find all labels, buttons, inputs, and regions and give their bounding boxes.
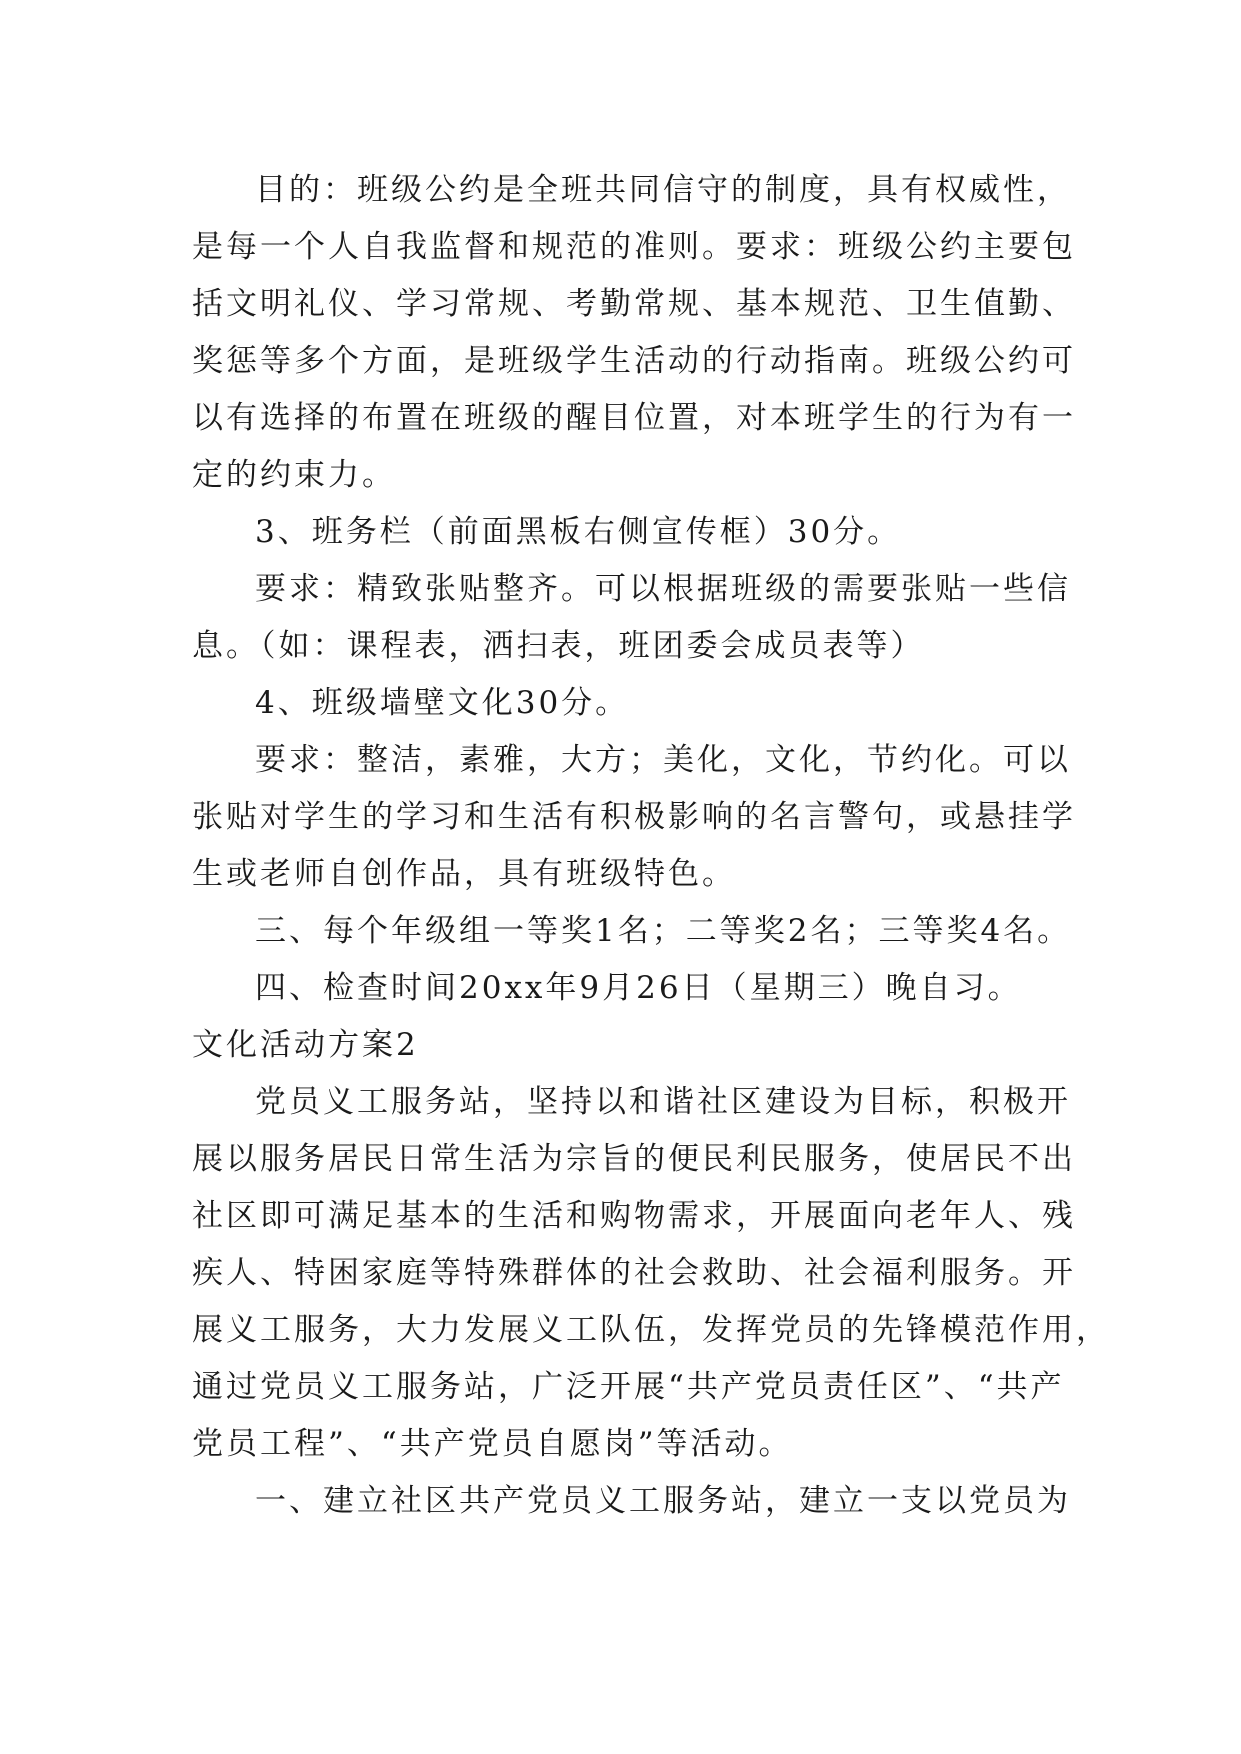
paragraph-purpose-line-6: 定的约束力。 — [192, 457, 396, 493]
paragraph-volunteer-line-6: 通过党员义工服务站，广泛开展“共产党员责任区”、“共产 — [192, 1369, 1065, 1405]
awards-line: 三、每个年级组一等奖1名；二等奖2名；三等奖4名。 — [255, 913, 1072, 949]
item-3-heading: 3、班务栏（前面黑板右侧宣传框）30分。 — [255, 514, 902, 550]
paragraph-volunteer-line-1: 党员义工服务站，坚持以和谐社区建设为目标，积极开 — [255, 1084, 1071, 1120]
paragraph-purpose-line-3: 括文明礼仪、学习常规、考勤常规、基本规范、卫生值勤、 — [192, 286, 1076, 322]
item-4-requirement-line-2: 张贴对学生的学习和生活有积极影响的名言警句，或悬挂学 — [192, 799, 1076, 835]
paragraph-volunteer-line-7: 党员工程”、“共产党员自愿岗”等活动。 — [192, 1426, 793, 1462]
paragraph-purpose-line-2: 是每一个人自我监督和规范的准则。要求：班级公约主要包 — [192, 229, 1076, 265]
item-4-requirement-line-3: 生或老师自创作品，具有班级特色。 — [192, 856, 736, 892]
item-4-requirement-line-1: 要求：整洁，素雅，大方；美化，文化，节约化。可以 — [255, 742, 1071, 778]
section-title-plan-2: 文化活动方案2 — [192, 1027, 419, 1063]
paragraph-volunteer-line-3: 社区即可满足基本的生活和购物需求，开展面向老年人、残 — [192, 1198, 1076, 1234]
paragraph-purpose-line-1: 目的：班级公约是全班共同信守的制度，具有权威性， — [255, 172, 1071, 208]
item-4-heading: 4、班级墙壁文化30分。 — [255, 685, 630, 721]
paragraph-purpose-line-4: 奖惩等多个方面，是班级学生活动的行动指南。班级公约可 — [192, 343, 1076, 379]
item-3-requirement-line-1: 要求：精致张贴整齐。可以根据班级的需要张贴一些信 — [255, 571, 1071, 607]
item-one-line-1: 一、建立社区共产党员义工服务站，建立一支以党员为 — [255, 1483, 1071, 1519]
paragraph-volunteer-line-4: 疾人、特困家庭等特殊群体的社会救助、社会福利服务。开 — [192, 1255, 1076, 1291]
item-3-requirement-line-2: 息。（如：课程表，洒扫表，班团委会成员表等） — [192, 628, 925, 664]
inspection-time-line: 四、检查时间20xx年9月26日（星期三）晚自习。 — [255, 970, 1022, 1006]
paragraph-purpose-line-5: 以有选择的布置在班级的醒目位置，对本班学生的行为有一 — [192, 400, 1076, 436]
paragraph-volunteer-line-5: 展义工服务，大力发展义工队伍，发挥党员的先锋模范作用， — [192, 1312, 1110, 1348]
paragraph-volunteer-line-2: 展以服务居民日常生活为宗旨的便民利民服务，使居民不出 — [192, 1141, 1076, 1177]
